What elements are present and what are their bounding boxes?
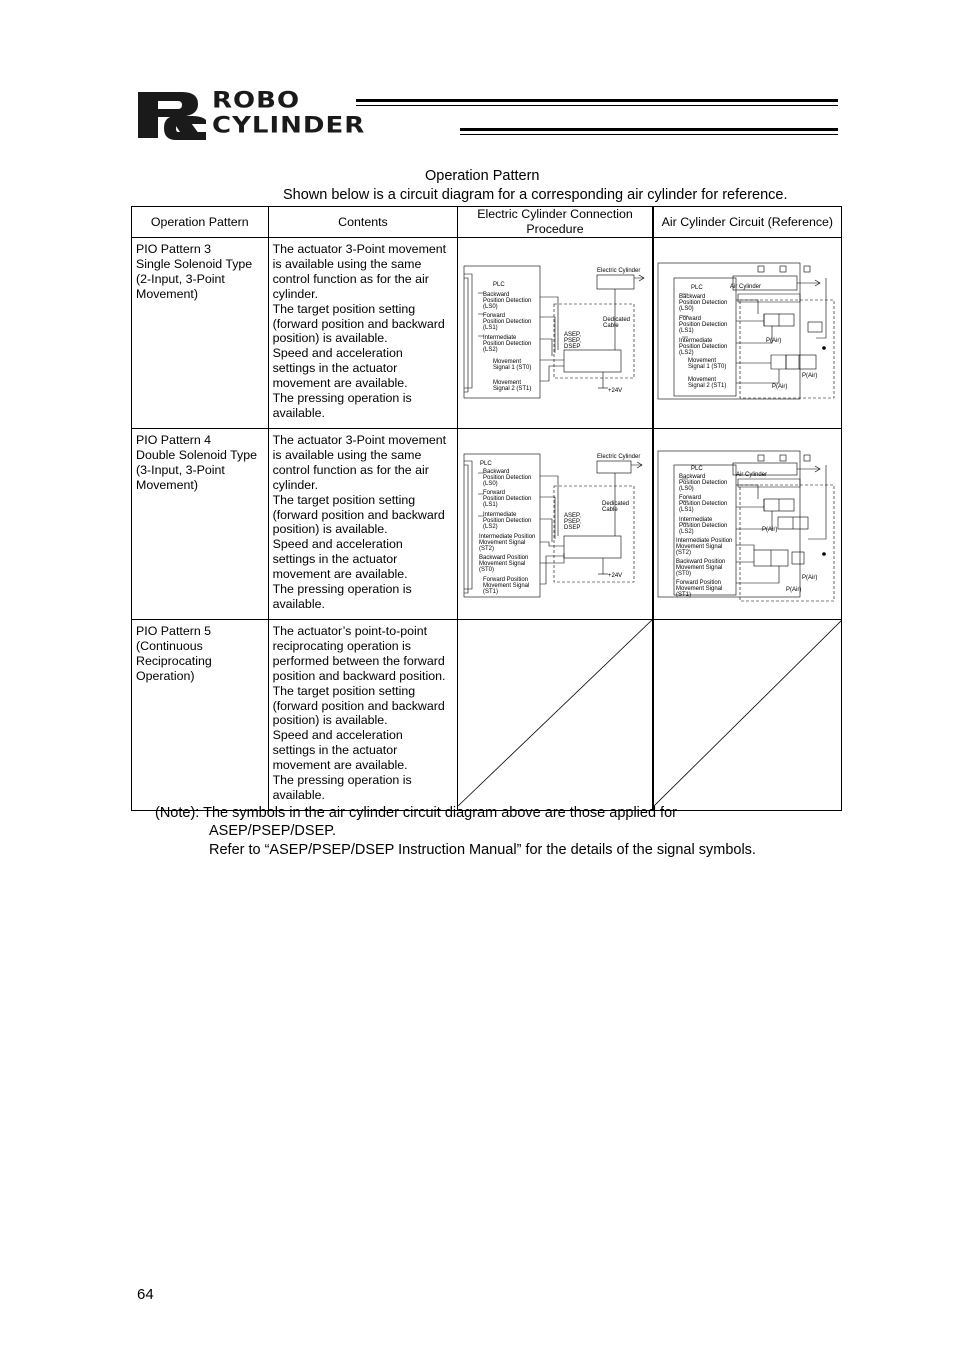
pattern-line: Double Solenoid Type — [136, 447, 258, 462]
ac-signal-label: Forward — [678, 316, 701, 322]
ec-24v-label: +24V — [608, 573, 623, 579]
ac-signal-label: (LS2) — [678, 350, 694, 356]
electric-cylinder-diagram-cell — [458, 238, 653, 429]
ac-signal-label: (ST2) — [675, 550, 691, 556]
ec-signal-label: (ST1) — [483, 589, 499, 595]
ac-air-cylinder-label: Air Cylinder — [729, 284, 761, 290]
ac-pair-label: P(Air) — [765, 338, 782, 344]
table-row — [132, 429, 842, 620]
pattern-line: (3-Input, 3-Point — [136, 462, 225, 477]
contents-line: movement are available. — [272, 567, 408, 582]
ac-signal-label: Movement Signal — [675, 565, 723, 571]
ec-cable-label: Cable — [602, 507, 619, 513]
note-line-1: (Note): The symbols in the air cylinder circuit diagram above are those applied for — [155, 805, 677, 821]
electric-cylinder-wiring-diagram — [458, 429, 652, 615]
contents-line: movement are available. — [272, 376, 408, 391]
pattern-line: Single Solenoid Type — [136, 256, 253, 271]
air-cylinder-diagram-cell — [653, 429, 842, 620]
header-contents: Contents — [268, 207, 458, 238]
ac-signal-label: Signal 2 (ST1) — [687, 383, 727, 389]
ac-signal-label: Intermediate Position — [675, 538, 733, 544]
contents-line: (forward position and backward — [272, 507, 445, 522]
ec-signal-label: (LS1) — [483, 325, 499, 331]
ac-signal-label: Position Detection — [678, 501, 728, 507]
ac-signal-label: Position Detection — [678, 322, 728, 328]
contents-line: The target position setting — [272, 492, 416, 507]
pattern-line: (2-Input, 3-Point — [136, 271, 225, 286]
empty-diagram-cell — [653, 620, 842, 811]
ac-signal-label: (ST1) — [675, 592, 691, 598]
contents-line: movement are available. — [272, 758, 408, 773]
ac-air-cylinder-label: Air Cylinder — [735, 472, 767, 478]
ac-signal-label: Position Detection — [678, 480, 728, 486]
contents-line: is available using the same — [272, 256, 422, 271]
ec-controller-label: DSEP — [564, 344, 581, 350]
contents-line: cylinder. — [272, 477, 319, 492]
ec-signal-label: Position Detection — [483, 518, 532, 524]
pattern-line: Operation) — [136, 668, 195, 683]
contents-line: (forward position and backward — [272, 698, 445, 713]
ec-electric-cylinder-label: Electric Cylinder — [597, 268, 641, 274]
ec-signal-label: Movement Signal — [479, 540, 526, 546]
ac-pair-label: P(Air) — [771, 384, 788, 390]
ec-plc-label: PLC — [480, 461, 493, 467]
contents-cell — [268, 429, 458, 620]
ac-signal-label: Intermediate — [678, 517, 713, 523]
contents-cell — [268, 238, 458, 429]
ec-signal-label: Intermediate Position — [479, 534, 536, 540]
ec-signal-label: (LS2) — [483, 347, 499, 353]
ec-signal-label: Movement Signal — [483, 583, 530, 589]
ac-signal-label: (LS2) — [678, 529, 694, 535]
ec-signal-label: Backward Position — [479, 555, 529, 561]
air-cylinder-circuit-diagram — [654, 429, 842, 615]
ac-signal-label: Position Detection — [678, 344, 728, 350]
ac-signal-label: (LS0) — [678, 306, 694, 312]
header-operation-pattern: Operation Pattern — [132, 207, 269, 238]
ec-signal-label: Intermediate — [483, 335, 517, 341]
ec-signal-label: Movement — [493, 380, 522, 386]
header-rule-top-thin — [356, 105, 838, 106]
ac-signal-label: (ST0) — [675, 571, 691, 577]
ac-plc-label: PLC — [690, 466, 703, 472]
logo-robo-text: ROBO — [212, 88, 301, 114]
ec-controller-label: PSEP, — [564, 338, 582, 344]
ac-signal-label: Position Detection — [678, 523, 728, 529]
ec-signal-label: Movement Signal — [479, 561, 526, 567]
ac-pair-label: P(Air) — [801, 373, 818, 379]
ac-signal-label: Movement Signal — [675, 586, 723, 592]
robo-cylinder-logo-mark — [136, 90, 208, 140]
contents-line: settings in the actuator — [272, 361, 398, 376]
note-line-2: ASEP/PSEP/DSEP. — [209, 823, 337, 839]
logo-cylinder-text: CYLINDER — [212, 113, 366, 139]
ac-signal-label: Movement — [687, 358, 716, 364]
ec-cable-label: Dedicated — [602, 501, 630, 507]
contents-line: control function as for the air — [272, 462, 429, 477]
ec-signal-label: (ST0) — [479, 567, 495, 573]
section-subtitle: Shown below is a circuit diagram for a corresponding air cylinder for reference. — [283, 187, 788, 203]
contents-line: Speed and acceleration — [272, 537, 403, 552]
ac-pair-label: P(Air) — [785, 587, 802, 593]
table-row — [132, 238, 842, 429]
contents-line: control function as for the air — [272, 271, 429, 286]
ec-controller-label: ASEP, — [564, 332, 582, 338]
contents-line: The actuator 3-Point movement — [272, 242, 447, 256]
ec-signal-label: (LS1) — [483, 502, 499, 508]
ec-signal-label: (LS0) — [483, 304, 499, 310]
ec-electric-cylinder-label: Electric Cylinder — [597, 454, 641, 460]
ec-signal-label: (LS2) — [483, 524, 499, 530]
ec-signal-label: (LS0) — [483, 481, 499, 487]
ac-plc-label: PLC — [690, 285, 703, 291]
pattern-line: PIO Pattern 3 — [136, 242, 212, 256]
section-title: Operation Pattern — [425, 168, 540, 184]
ac-signal-label: Forward Position — [675, 580, 721, 586]
contents-line: position and backward position. — [272, 668, 446, 683]
contents-line: The target position setting — [272, 301, 416, 316]
pattern-cell — [132, 620, 269, 811]
pattern-line: Movement) — [136, 477, 198, 492]
not-applicable-diagonal — [458, 620, 652, 806]
ec-signal-label: Backward — [483, 292, 510, 298]
ac-pair-label: P(Air) — [801, 575, 818, 581]
ec-signal-label: Intermediate — [483, 512, 517, 518]
ec-signal-label: Position Detection — [483, 475, 532, 481]
ec-signal-label: Position Detection — [483, 341, 532, 347]
ec-signal-label: Forward — [483, 490, 506, 496]
ac-signal-label: Backward — [678, 474, 706, 480]
ac-signal-label: (LS1) — [678, 328, 694, 334]
contents-line: The actuator’s point-to-point — [272, 624, 428, 638]
ac-signal-label: Backward — [678, 294, 706, 300]
electric-cylinder-wiring-diagram — [458, 238, 652, 424]
ec-signal-label: Forward — [483, 313, 506, 319]
ec-controller-label: PSEP, — [564, 519, 582, 525]
contents-line: available. — [272, 596, 325, 611]
ec-cable-label: Cable — [603, 323, 620, 329]
ac-signal-label: Signal 1 (ST0) — [687, 364, 727, 370]
contents-line: The actuator 3-Point movement — [272, 433, 447, 447]
ec-controller-label: DSEP — [564, 525, 581, 531]
note-line-3: Refer to “ASEP/PSEP/DSEP Instruction Manual” for the details of the signal symbols. — [209, 842, 756, 858]
table-row — [132, 620, 842, 811]
operation-pattern-table — [131, 206, 842, 811]
header-rule-bottom-thin — [460, 134, 838, 135]
ac-signal-label: (LS1) — [678, 507, 694, 513]
pattern-line: Reciprocating — [136, 653, 212, 668]
ec-signal-label: Signal 2 (ST1) — [493, 386, 532, 392]
contents-line: The pressing operation is — [272, 391, 412, 406]
air-cylinder-diagram-cell — [653, 238, 842, 429]
header-rule-bottom-thick — [460, 128, 838, 131]
air-cylinder-circuit-diagram — [654, 238, 842, 424]
ec-signal-label: Movement — [493, 359, 522, 365]
header-rule-top-thick — [356, 99, 838, 102]
contents-line: Speed and acceleration — [272, 346, 403, 361]
pattern-line: PIO Pattern 4 — [136, 433, 212, 447]
ec-signal-label: Signal 1 (ST0) — [493, 365, 532, 371]
ec-plc-label: PLC — [493, 282, 506, 288]
ec-signal-label: Position Detection — [483, 496, 532, 502]
ec-controller-label: ASEP, — [564, 513, 582, 519]
contents-line: available. — [272, 405, 325, 420]
contents-line: settings in the actuator — [272, 743, 398, 758]
ac-signal-label: Intermediate — [678, 338, 713, 344]
pattern-cell — [132, 238, 269, 429]
pattern-line: (Continuous — [136, 638, 203, 653]
ac-signal-label: Position Detection — [678, 300, 728, 306]
contents-line: The pressing operation is — [272, 773, 412, 788]
ec-signal-label: Position Detection — [483, 298, 532, 304]
ec-signal-label: Position Detection — [483, 319, 532, 325]
electric-cylinder-diagram-cell — [458, 429, 653, 620]
ec-signal-label: Forward Position — [483, 577, 529, 583]
ac-signal-label: Movement — [687, 377, 716, 383]
header-air-cylinder-circuit: Air Cylinder Circuit (Reference) — [653, 207, 842, 238]
contents-line: cylinder. — [272, 286, 319, 301]
not-applicable-diagonal — [654, 620, 842, 806]
contents-line: is available using the same — [272, 447, 422, 462]
ec-signal-label: (ST2) — [479, 546, 495, 552]
header-electric-cylinder-connection: Electric Cylinder Connection Procedure — [458, 207, 653, 238]
contents-line: (forward position and backward — [272, 316, 445, 331]
contents-line: position) is available. — [272, 522, 388, 537]
ac-signal-label: (LS0) — [678, 486, 694, 492]
page-number: 64 — [137, 1286, 154, 1303]
contents-line: settings in the actuator — [272, 552, 398, 567]
contents-line: Speed and acceleration — [272, 728, 403, 743]
ec-cable-label: Dedicated — [603, 317, 631, 323]
contents-cell — [268, 620, 458, 811]
empty-diagram-cell — [458, 620, 653, 811]
ac-signal-label: Forward — [678, 495, 701, 501]
contents-line: The pressing operation is — [272, 582, 412, 597]
ec-24v-label: +24V — [608, 388, 623, 394]
pattern-cell — [132, 429, 269, 620]
pattern-line: Movement) — [136, 286, 198, 301]
contents-line: The target position setting — [272, 683, 416, 698]
contents-line: reciprocating operation is — [272, 638, 412, 653]
contents-line: position) is available. — [272, 713, 388, 728]
ec-signal-label: Backward — [483, 469, 510, 475]
contents-line: performed between the forward — [272, 653, 445, 668]
pattern-line: PIO Pattern 5 — [136, 624, 212, 638]
contents-line: position) is available. — [272, 331, 388, 346]
ac-pair-label: P(Air) — [761, 527, 778, 533]
contents-line: available. — [272, 787, 325, 802]
ac-signal-label: Backward Position — [675, 559, 726, 565]
ac-signal-label: Movement Signal — [675, 544, 723, 550]
